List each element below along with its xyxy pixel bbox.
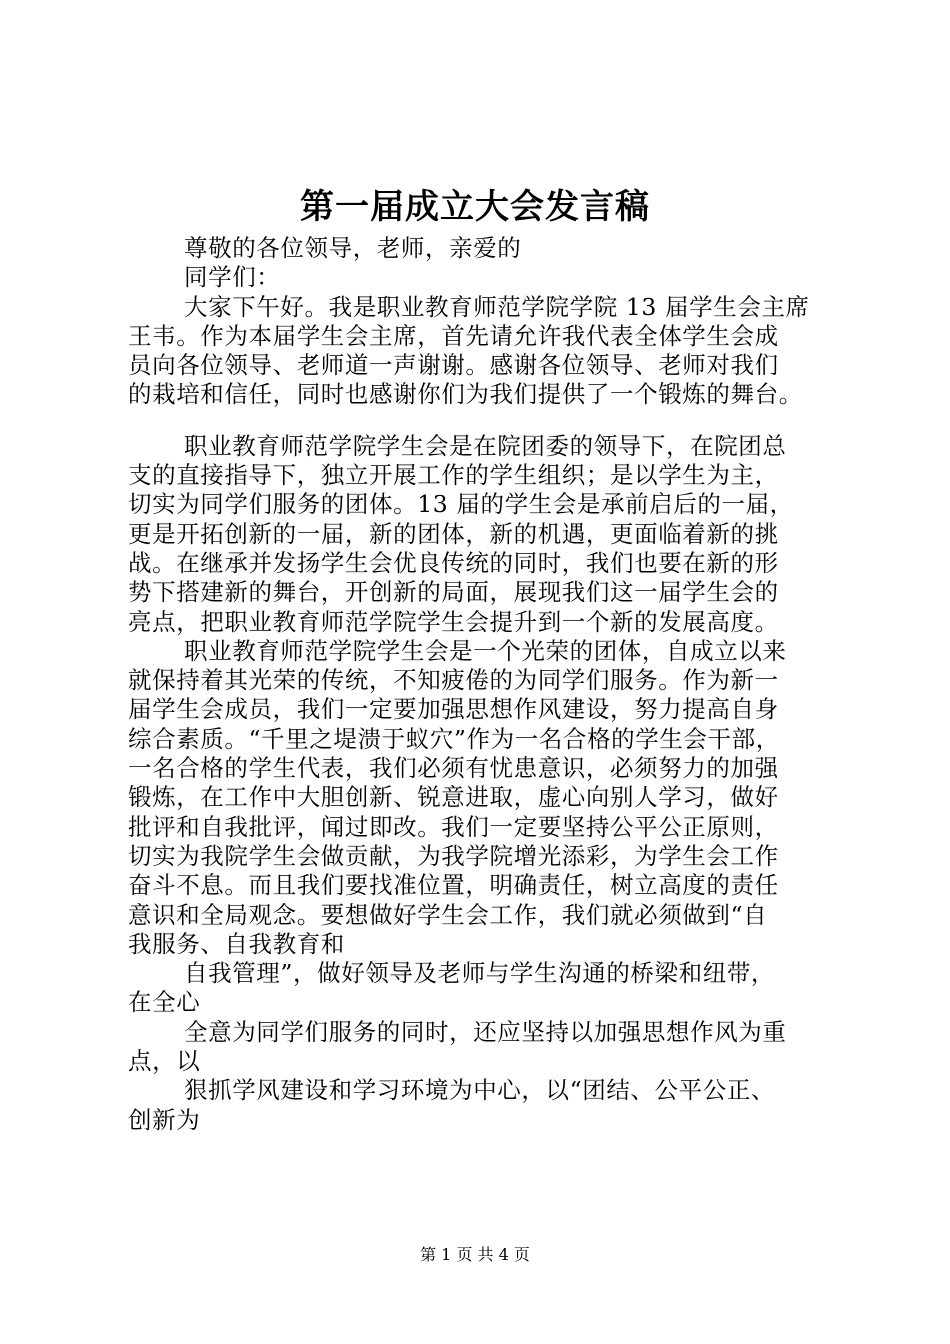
text-line: 支的直接指导下，独立开展工作的学生组织；是以学生为主， (128, 461, 779, 490)
text-line: 职业教育师范学院学生会是一个光荣的团体，自成立以来 (184, 636, 787, 665)
text-line: 锻炼，在工作中大胆创新、锐意进取，虚心向别人学习，做好 (128, 783, 779, 812)
text-line: 尊敬的各位领导，老师，亲爱的 (184, 234, 522, 262)
page-footer: 第 1 页 共 4 页 (420, 1245, 530, 1264)
text-line: 大家下午好。我是职业教育师范学院学院 13 届学生会主席 (184, 292, 810, 321)
text-line: 就保持着其光荣的传统，不知疲倦的为同学们服务。作为新一 (128, 666, 779, 695)
text-line: 王韦。作为本届学生会主席，首先请允许我代表全体学生会成 (128, 321, 779, 350)
text-line: 综合素质。“千里之堤溃于蚁穴”作为一名合格的学生会干部， (128, 724, 780, 753)
document-body (128, 234, 838, 1135)
text-line: 同学们： (184, 263, 281, 292)
text-line: 亮点，把职业教育师范学院学生会提升到一个新的发展高度。 (128, 607, 779, 636)
text-line: 的栽培和信任，同时也感谢你们为我们提供了一个锻炼的舞台。 (128, 380, 803, 409)
text-line: 自我管理”，做好领导及老师与学生沟通的桥梁和纽带， (184, 959, 776, 988)
text-line: 全意为同学们服务的同时，还应坚持以加强思想作风为重 (184, 1017, 787, 1046)
text-line: 批评和自我批评，闻过即改。我们一定要坚持公平公正原则， (128, 812, 779, 841)
text-line: 创新为 (128, 1105, 201, 1134)
document-title: 第一届成立大会发言稿 (300, 187, 650, 227)
text-line: 狠抓学风建设和学习环境为中心，以“团结、公平公正、 (184, 1076, 776, 1105)
text-line: 更是开拓创新的一届，新的团体，新的机遇，更面临着新的挑 (128, 519, 779, 548)
paragraph-gap (128, 410, 838, 432)
text-line: 势下搭建新的舞台，开创新的局面，展现我们这一届学生会的 (128, 578, 779, 607)
text-line: 届学生会成员，我们一定要加强思想作风建设，努力提高自身 (128, 695, 779, 724)
text-line: 一名合格的学生代表，我们必须有忧患意识，必须努力的加强 (128, 754, 779, 783)
text-line: 职业教育师范学院学生会是在院团委的领导下，在院团总 (184, 431, 787, 460)
text-line: 员向各位领导、老师道一声谢谢。感谢各位领导、老师对我们 (128, 351, 779, 380)
text-line: 点，以 (128, 1047, 201, 1076)
text-line: 奋斗不息。而且我们要找准位置，明确责任，树立高度的责任 (128, 871, 779, 900)
text-line: 我服务、自我教育和 (128, 929, 345, 958)
text-line: 战。在继承并发扬学生会优良传统的同时，我们也要在新的形 (128, 548, 779, 577)
text-line: 切实为同学们服务的团体。13 届的学生会是承前启后的一届， (128, 490, 794, 519)
text-line: 切实为我院学生会做贡献，为我学院增光添彩，为学生会工作 (128, 841, 779, 870)
text-line: 在全心 (128, 988, 201, 1017)
text-line: 意识和全局观念。要想做好学生会工作，我们就必须做到“自 (128, 900, 768, 929)
